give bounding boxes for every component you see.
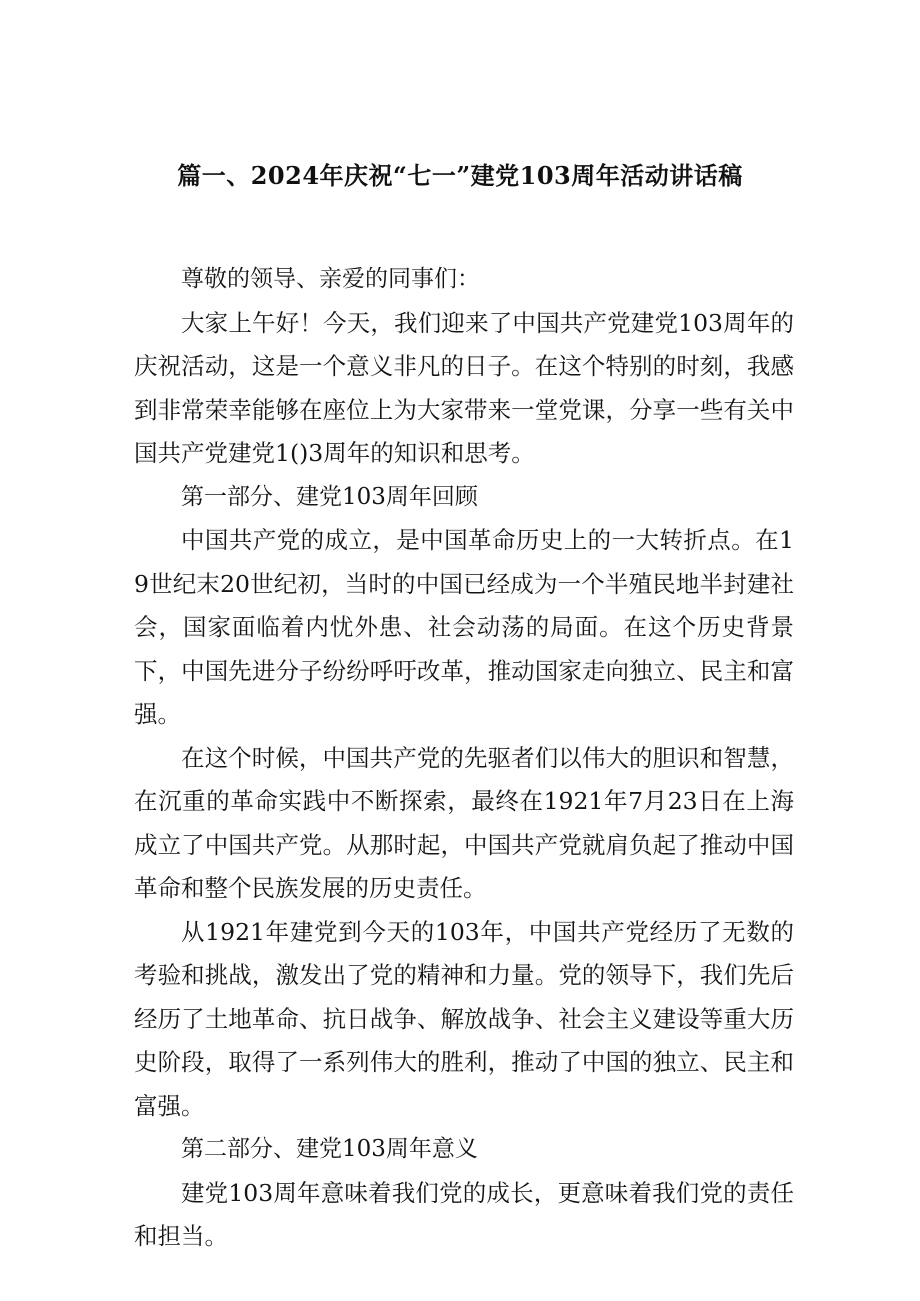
document-body <box>134 258 794 1259</box>
paragraph-founding-background: 中国共产党的成立，是中国革命历史上的一大转折点。在19世纪末20世纪初，当时的中国已经成为一个半殖民地半封建社会，国家面临着内忧外患、社会动荡的局面。在这个历史背景下，中国先进分子纷纷呼吁改革，推动国家走向独立、民主和富强。 <box>134 526 794 728</box>
document-title: 篇一、2024年庆祝“七一”建党103周年活动讲话稿 <box>177 161 743 190</box>
paragraph-history: 从1921年建党到今天的103年，中国共产党经历了无数的考验和挑战，激发出了党的精神和力量。党的领导下，我们先后经历了土地革命、抗日战争、解放战争、社会主义建设等重大历史阶段，取得了一系列伟大的胜利，推动了中国的独立、民主和富强。 <box>134 917 794 1120</box>
section-heading-review: 第一部分、建党103周年回顾 <box>181 483 478 510</box>
section-heading-significance: 第二部分、建党103周年意义 <box>181 1136 478 1162</box>
paragraph-intro: 大家上午好！今天，我们迎来了中国共产党建党103周年的庆祝活动，这是一个意义非凡的日子。在这个特别的时刻，我感到非常荣幸能够在座位上为大家带来一堂党课，分享一些有关中国共产党建党1()3周年的知识和思考。 <box>134 308 794 467</box>
greeting: 尊敬的领导、亲爱的同事们： <box>181 266 480 292</box>
paragraph-significance: 建党103周年意味着我们党的成长，更意味着我们党的责任和担当。 <box>134 1178 794 1250</box>
paragraph-founding: 在这个时候，中国共产党的先驱者们以伟大的胆识和智慧，在沉重的革命实践中不断探索，最终在1921年7月23日在上海成立了中国共产党。从那时起，中国共产党就肩负起了推动中国革命和整个民族发展的历史责任。 <box>134 743 794 902</box>
